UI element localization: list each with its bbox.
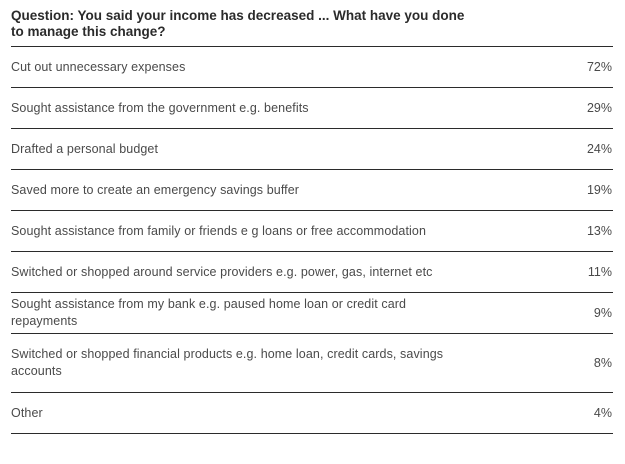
table-row	[11, 252, 613, 293]
row-value: 9%	[593, 306, 612, 320]
row-value: 11%	[587, 265, 612, 279]
row-label: Switched or shopped financial products e.g. home loan, credit cards, savings accounts	[11, 347, 444, 378]
row-value: 24%	[586, 142, 612, 156]
row-value: 72%	[586, 60, 612, 74]
row-value: 8%	[593, 356, 612, 370]
row-label: Switched or shopped around service providers e.g. power, gas, internet etc	[11, 264, 433, 279]
row-label: Saved more to create an emergency savings buffer	[11, 182, 300, 197]
table-row	[11, 393, 613, 434]
question-title: Question: You said your income has decreased ... What have you done to manage this change?	[11, 8, 465, 39]
table-row	[11, 211, 613, 252]
row-label: Sought assistance from family or friends e g loans or free accommodation	[11, 223, 427, 238]
table-row	[11, 170, 613, 211]
table-row	[11, 47, 613, 88]
table-row	[11, 88, 613, 129]
table-row	[11, 129, 613, 170]
row-label: Drafted a personal budget	[11, 141, 159, 156]
row-value: 4%	[593, 406, 612, 420]
row-label: Sought assistance from my bank e.g. paused home loan or credit card repayments	[11, 297, 407, 328]
row-label: Other	[11, 405, 43, 420]
table-row	[11, 334, 613, 393]
table-row	[11, 293, 613, 334]
row-value: 13%	[586, 224, 612, 238]
row-value: 29%	[586, 101, 612, 115]
results-table	[11, 46, 613, 434]
row-label: Sought assistance from the government e.g. benefits	[11, 100, 309, 115]
row-label: Cut out unnecessary expenses	[11, 59, 186, 74]
row-value: 19%	[586, 183, 612, 197]
